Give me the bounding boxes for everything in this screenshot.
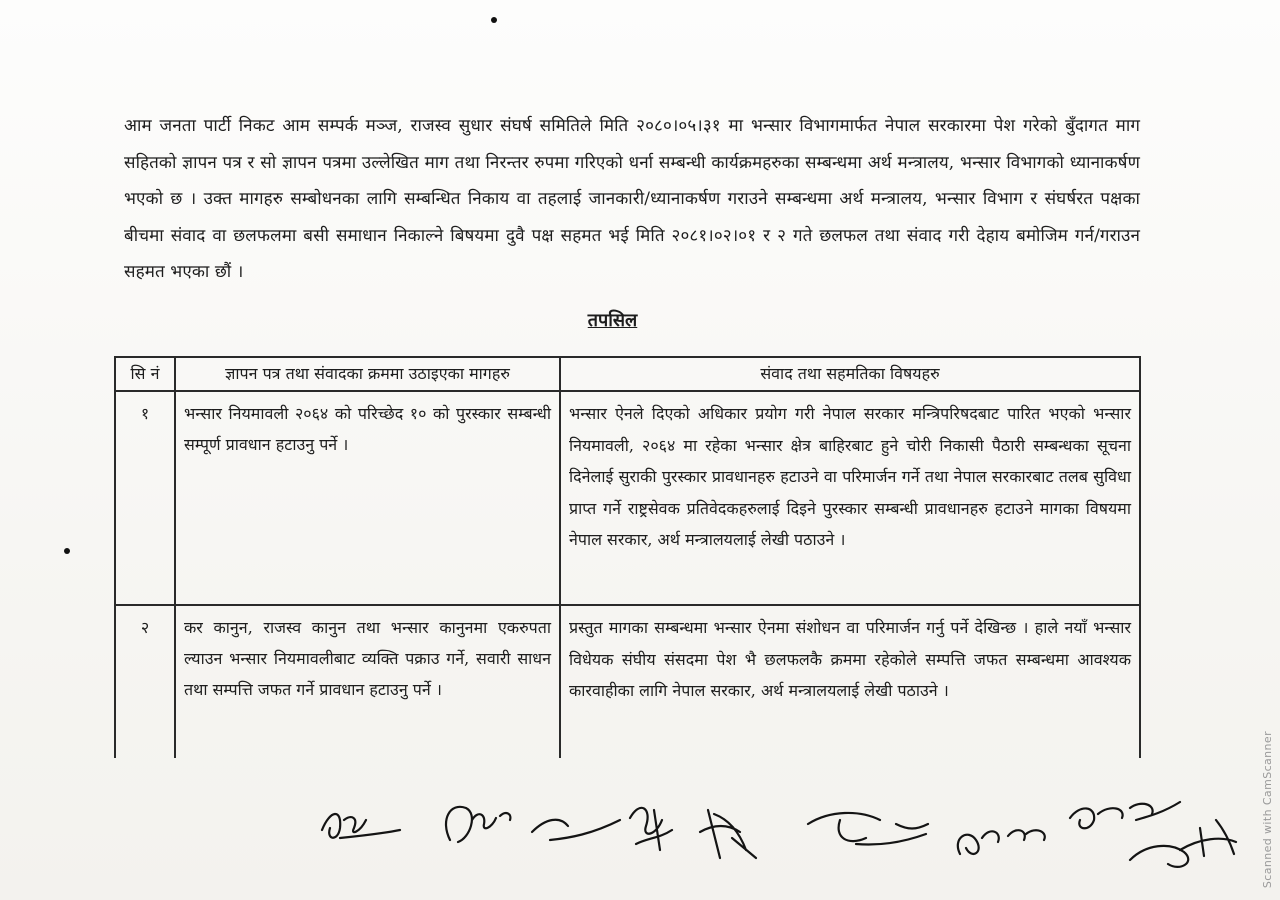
scan-speck <box>64 548 70 554</box>
signature <box>630 808 672 850</box>
signature-strip <box>300 780 1260 890</box>
row-agreement: प्रस्तुत मागका सम्बन्धमा भन्सार ऐनमा संशोधन वा परिमार्जन गर्नु पर्ने देखिन्छ । हाले नयाँ भन्सार विधेयक संघीय संसदमा पेश भै छलफलकै क्रममा रहेकोले सम्पत्ति जफत सम्बन्धमा आवश्यक कारवाहीका लागि नेपाल सरकार, अर्थ मन्त्रालयलाई लेखी पठाउने । <box>560 605 1140 758</box>
row-demand: कर कानुन, राजस्व कानुन तथा भन्सार कानुनमा एकरुपता ल्याउन भन्सार नियमावलीबाट व्यक्ति पक्राउ गर्ने, सवारी साधन तथा सम्पत्ति जफत गर्ने प्रावधान हटाउनु पर्ने । <box>175 605 560 758</box>
row-agreement: भन्सार ऐनले दिएको अधिकार प्रयोग गरी नेपाल सरकार मन्त्रिपरिषदबाट पारित भएको भन्सार नियमावली, २०६४ मा रहेका भन्सार क्षेत्र बाहिरबाट हुने चोरी निकासी पैठारी सम्बन्धका सूचना दिनेलाई सुराकी पुरस्कार प्रावधानहरु हटाउने वा परिमार्जन गर्ने तथा नेपाल सरकारबाट तलब सुविधा प्राप्त गर्ने राष्ट्रसेवक प्रतिवेदकहरुलाई दिइने पुरस्कार सम्बन्धी प्रावधानहरु हटाउने मागका विषयमा नेपाल सरकार, अर्थ मन्त्रालयलाई लेखी पठाउने । <box>560 391 1140 605</box>
scan-speck <box>491 17 497 23</box>
schedule-header-row <box>115 357 1140 391</box>
signature <box>322 814 400 838</box>
signature <box>808 813 928 845</box>
schedule-heading: तपसिल <box>587 310 638 331</box>
signature <box>446 807 510 842</box>
row-serial: १ <box>115 391 175 605</box>
signature <box>1070 802 1180 828</box>
row-serial: २ <box>115 605 175 758</box>
signature <box>958 830 1045 854</box>
intro-paragraph: आम जनता पार्टी निकट आम सम्पर्क मञ्ज, राजस्व सुधार संघर्ष समितिले मिति २०८०।०५।३१ मा भन्सार विभागमार्फत नेपाल सरकारमा पेश गरेको बुँदागत माग सहितको ज्ञापन पत्र र सो ज्ञापन पत्रमा उल्लेखित माग तथा निरन्तर रुपमा गरिएको धर्ना सम्बन्धी कार्यक्रमहरुका सम्बन्धमा अर्थ मन्त्रालय, भन्सार विभागको ध्यानाकर्षण भएको छ । उक्त मागहरु सम्बोधनका लागि सम्बन्धित निकाय वा तहलाई जानकारी/ध्यानाकर्षण गराउने सम्बन्धमा अर्थ मन्त्रालय, भन्सार विभाग र संघर्षरत पक्षका बीचमा संवाद वा छलफलमा बसी समाधान निकाल्ने बिषयमा दुवै पक्ष सहमत भई मिति २०८१।०२।०१ र २ गते छलफल तथा संवाद गरी देहाय बमोजिम गर्न/गराउन सहमत भएका छौं । <box>124 116 1140 282</box>
schedule-table <box>114 356 1141 758</box>
scanner-watermark: Scanned with CamScanner <box>1261 730 1274 888</box>
table-row <box>115 391 1140 605</box>
signature <box>532 820 620 840</box>
table-row <box>115 605 1140 758</box>
signature <box>1130 820 1236 867</box>
column-header-agreements: संवाद तथा सहमतिका विषयहरु <box>560 357 1140 391</box>
intro-paragraph-block <box>124 108 1140 291</box>
column-header-demands: ज्ञापन पत्र तथा संवादका क्रममा उठाइएका मागहरु <box>175 357 560 391</box>
column-header-serial: सि नं <box>115 357 175 391</box>
signature <box>700 810 756 858</box>
row-demand: भन्सार नियमावली २०६४ को परिच्छेद १० को पुरस्कार सम्बन्धी सम्पूर्ण प्रावधान हटाउनु पर्ने । <box>175 391 560 605</box>
